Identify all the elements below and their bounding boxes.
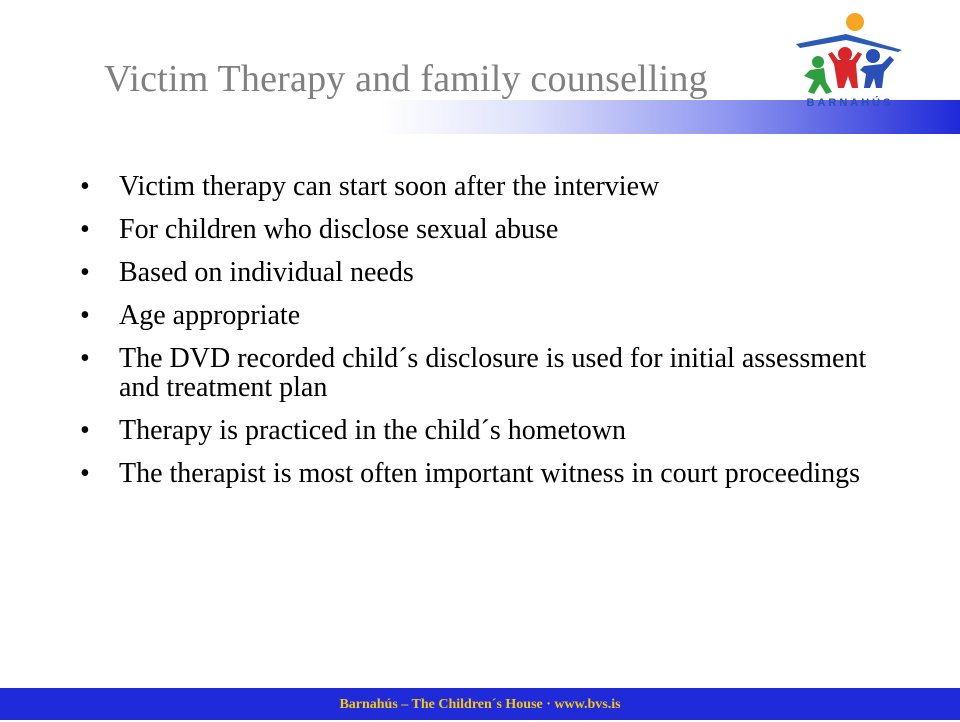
bullet-item (80, 258, 880, 287)
logo-child-red (828, 47, 862, 88)
bullet-mark: • (80, 300, 90, 331)
bullet-text: Based on individual needs (119, 257, 414, 288)
footer-text: Barnahús – The Children´s House · www.bvs.is (339, 697, 621, 712)
bullet-item (80, 459, 880, 488)
bullet-text: Age appropriate (119, 300, 301, 331)
slide-title: Victim Therapy and family counselling (104, 58, 708, 100)
bullet-item (80, 172, 880, 201)
logo-child-blue (860, 49, 894, 88)
bullet-mark: • (80, 257, 90, 288)
bullet-item (80, 344, 880, 402)
bullet-list (80, 172, 880, 502)
bullet-text: The DVD recorded child´s disclosure is used for initial assessment and treatment plan (119, 343, 867, 403)
bullet-text: For children who disclose sexual abuse (119, 214, 559, 245)
bullet-text: Therapy is practiced in the child´s hometown (119, 415, 626, 446)
bullet-mark: • (80, 343, 90, 374)
bullet-mark: • (80, 415, 90, 446)
bullet-mark: • (80, 171, 90, 202)
bullet-item (80, 416, 880, 445)
barnahus-logo-icon (790, 10, 910, 110)
logo-sun (846, 13, 864, 31)
bullet-mark: • (80, 214, 90, 245)
bullet-item (80, 301, 880, 330)
bullet-text: The therapist is most often important witness in court proceedings (119, 458, 861, 489)
bullet-item (80, 215, 880, 244)
bullet-text: Victim therapy can start soon after the interview (119, 171, 660, 202)
bullet-mark: • (80, 458, 90, 489)
logo-child-green (804, 56, 832, 94)
logo-text: BARNAHÚS (806, 97, 894, 109)
footer-bar (0, 688, 960, 720)
